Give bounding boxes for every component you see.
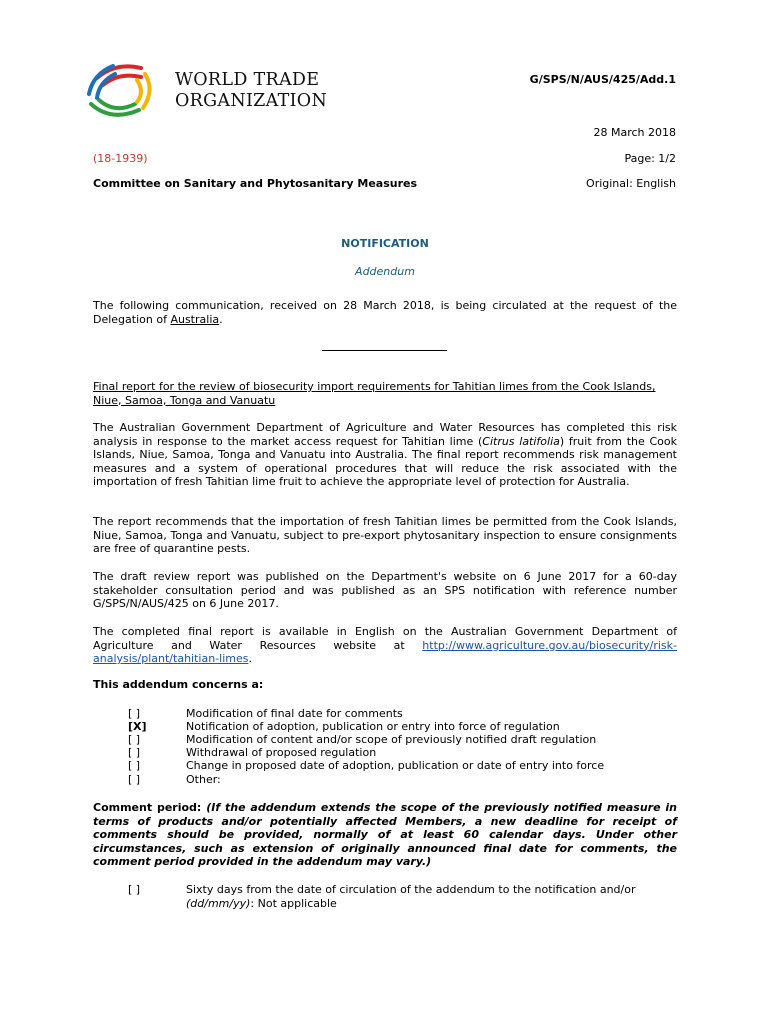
body-paragraph-1 <box>93 421 677 489</box>
concerns-heading: This addendum concerns a: <box>93 678 264 691</box>
checkbox[interactable]: [ ] <box>128 773 141 786</box>
report-link[interactable]: http://www.agriculture.gov.au/biosecurity/risk-analysis/plant/tahitian-limes <box>93 638 677 665</box>
sixty-days-checkbox[interactable]: [ ] <box>128 883 141 896</box>
org-name-line1: WORLD TRADE <box>175 70 320 90</box>
intro-country: Australia <box>170 312 220 326</box>
comment-period-text: (If the addendum extends the scope of the previously notified measure in terms of products and/or potentially affected Members, a new deadline for receipt of comments should be provided, normally of at least 60 calendar days. Under other circumstances, such as extension of originally announced final date for comments, the comment period provided in the addendum may vary.) <box>93 801 678 868</box>
intro-end: . <box>219 312 223 326</box>
comment-period <box>93 801 677 869</box>
checkbox[interactable]: [ ] <box>128 759 141 772</box>
option-label: Notification of adoption, publication or entry into force of regulation <box>186 720 560 733</box>
checkbox-checked[interactable]: [X] <box>128 720 147 733</box>
document-number: (18-1939) <box>93 152 148 165</box>
body-paragraph-3: The draft review report was published on the Department's website on 6 June 2017 for a 60-day stakeholder consultation period and was published as an SPS notification with reference number G/SPS/N/AUS/425 on 6 June 2017. <box>93 570 677 610</box>
p4-text-a: The completed final report is available in English on the Australian Government Department of Agriculture and Water Resources website at <box>93 625 677 652</box>
checkbox[interactable]: [ ] <box>128 733 141 746</box>
notification-heading: NOTIFICATION <box>341 237 429 250</box>
sixty-days-date-format: (dd/mm/yy) <box>186 896 251 910</box>
p1-text-a: The Australian Government Department of Agriculture and Water Resources has completed this risk analysis in response to the market access request for Tahitian lime ( <box>93 421 677 448</box>
p4-text-b: . <box>248 652 252 665</box>
comment-period-label: Comment period: <box>93 801 207 814</box>
wto-emblem-icon <box>83 58 173 128</box>
p1-text-b: ) fruit from the Cook Islands, Niue, Samoa, Tonga and Vanuatu into Australia. The final report recommends risk management measures and a system of operational procedures that will reduce the risk associated with the importation of fresh Tahitian lime fruit to achieve the appropriate level of protection for Australia. <box>93 434 677 488</box>
sixty-days-text-a: Sixty days from the date of circulation of the addendum to the notification and/or <box>186 883 636 896</box>
document-symbol: G/SPS/N/AUS/425/Add.1 <box>529 73 676 86</box>
p1-species: Citrus latifolia <box>482 434 560 448</box>
checkbox[interactable]: [ ] <box>128 707 141 720</box>
wto-logo <box>83 58 333 128</box>
option-label: Withdrawal of proposed regulation <box>186 746 377 759</box>
intro-text: The following communication, received on 28 March 2018, is being circulated at the request of the Delegation of <box>93 299 677 326</box>
sixty-days-text-b: : Not applicable <box>250 896 337 910</box>
committee-name: Committee on Sanitary and Phytosanitary Measures <box>93 177 418 190</box>
option-label: Modification of content and/or scope of previously notified draft regulation <box>186 733 597 746</box>
option-label: Modification of final date for comments <box>186 707 403 720</box>
separator-line <box>322 350 447 351</box>
body-paragraph-4 <box>93 625 677 666</box>
option-label: Change in proposed date of adoption, publication or date of entry into force <box>186 759 605 772</box>
addendum-subheading: Addendum <box>355 265 415 278</box>
body-paragraph-2: The report recommends that the importation of fresh Tahitian limes be permitted from the Cook Islands, Niue, Samoa, Tonga and Vanuatu, subject to pre-export phytosanitary inspection to ensure consignments are free of quarantine pests. <box>93 515 677 555</box>
org-name-line2: ORGANIZATION <box>175 91 328 111</box>
page-indicator: Page: 1/2 <box>624 152 676 165</box>
checkbox[interactable]: [ ] <box>128 746 141 759</box>
notification-title: Final report for the review of biosecurity import requirements for Tahitian limes from the Cook Islands, Niue, Samoa, Tonga and Vanuatu <box>93 380 656 407</box>
original-language: Original: English <box>586 177 676 190</box>
option-label: Other: <box>186 773 221 786</box>
document-date: 28 March 2018 <box>593 126 676 139</box>
intro-paragraph <box>93 299 677 326</box>
sixty-days-text <box>186 883 686 910</box>
